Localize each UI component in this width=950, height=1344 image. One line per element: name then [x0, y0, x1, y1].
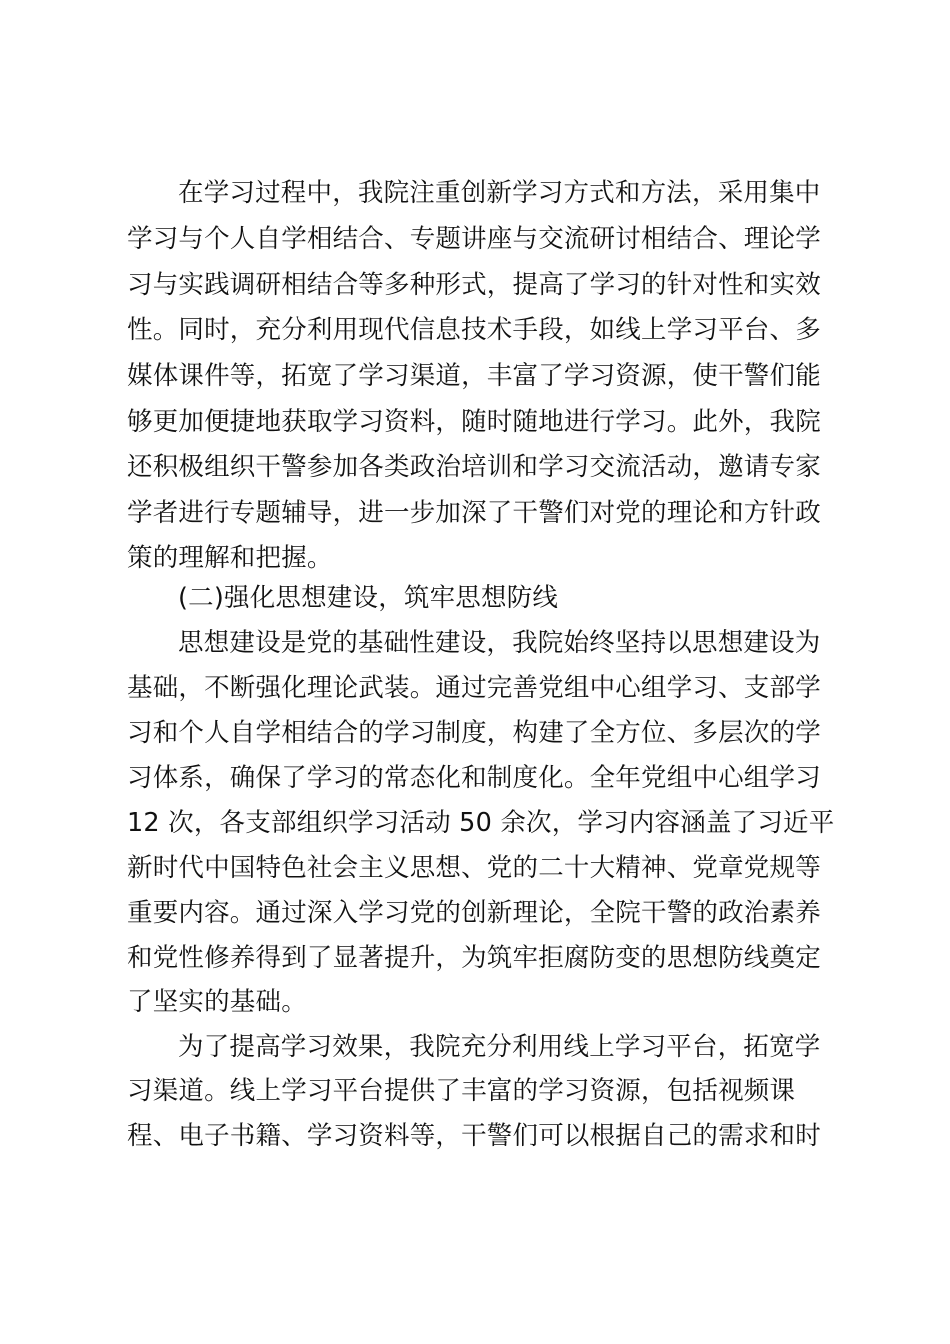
paragraph-line: 基础，不断强化理论武装。通过完善党组中心组学习、支部学	[127, 673, 821, 703]
paragraph-line: 为了提高学习效果，我院充分利用线上学习平台，拓宽学	[178, 1032, 821, 1062]
paragraph-line: 习与实践调研相结合等多种形式，提高了学习的针对性和实效	[127, 270, 821, 300]
paragraph-line: 12 次，各支部组织学习活动 50 余次，学习内容涵盖了习近平	[127, 808, 835, 838]
paragraph-line: 还积极组织干警参加各类政治培训和学习交流活动，邀请专家	[127, 452, 821, 482]
paragraph-line: 学习与个人自学相结合、专题讲座与交流研讨相结合、理论学	[127, 224, 821, 254]
paragraph-line: 思想建设是党的基础性建设，我院始终坚持以思想建设为	[178, 628, 821, 658]
paragraph-line: 新时代中国特色社会主义思想、党的二十大精神、党章党规等	[127, 853, 821, 883]
section-heading: (二)强化思想建设，筑牢思想防线	[178, 583, 559, 613]
paragraph-line: 和党性修养得到了显著提升，为筑牢拒腐防变的思想防线奠定	[127, 943, 821, 973]
paragraph-line: 重要内容。通过深入学习党的创新理论，全院干警的政治素养	[127, 898, 821, 928]
paragraph-line: 策的理解和把握。	[127, 543, 333, 573]
paragraph-line: 程、电子书籍、学习资料等，干警们可以根据自己的需求和时	[127, 1121, 821, 1151]
paragraph-line: 学者进行专题辅导，进一步加深了干警们对党的理论和方针政	[127, 498, 821, 528]
paragraph-line: 了坚实的基础。	[127, 987, 307, 1017]
paragraph-line: 习和个人自学相结合的学习制度，构建了全方位、多层次的学	[127, 718, 821, 748]
paragraph-line: 习渠道。线上学习平台提供了丰富的学习资源，包括视频课	[127, 1076, 796, 1106]
paragraph-line: 够更加便捷地获取学习资料，随时随地进行学习。此外，我院	[127, 407, 821, 437]
paragraph-line: 在学习过程中，我院注重创新学习方式和方法，采用集中	[178, 178, 821, 208]
paragraph-line: 习体系，确保了学习的常态化和制度化。全年党组中心组学习	[127, 763, 821, 793]
paragraph-line: 性。同时，充分利用现代信息技术手段，如线上学习平台、多	[127, 315, 821, 345]
paragraph-line: 媒体课件等，拓宽了学习渠道，丰富了学习资源，使干警们能	[127, 361, 821, 391]
